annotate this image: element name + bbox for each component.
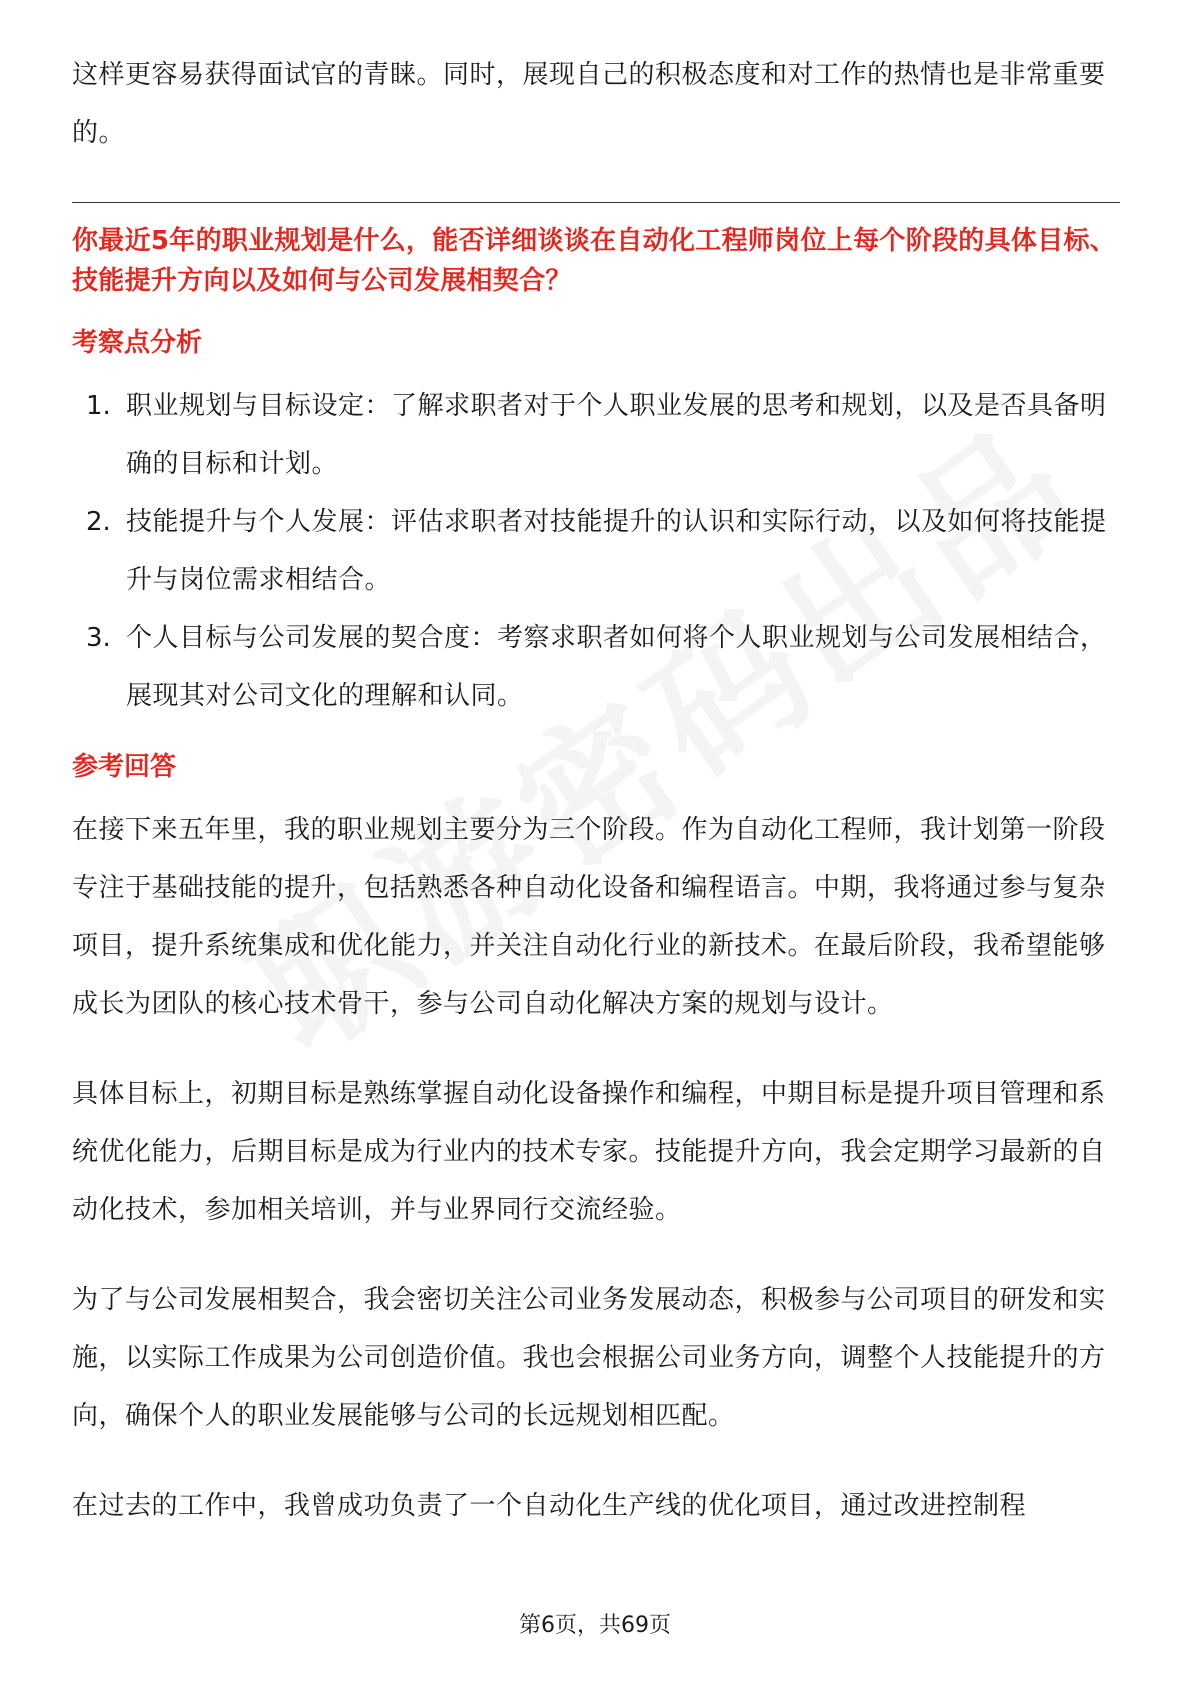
list-item-text: 技能提升与个人发展：评估求职者对技能提升的认识和实际行动，以及如何将技能提升与岗位需求相结合。 <box>126 507 1107 595</box>
section-divider <box>72 202 1120 203</box>
page-footer: 第6页，共69页 <box>519 1613 671 1638</box>
answer-paragraph: 为了与公司发展相契合，我会密切关注公司业务发展动态，积极参与公司项目的研发和实施，以实际工作成果为公司创造价值。我也会根据公司业务方向，调整个人技能提升的方向，确保个人的职业发展能够与公司的长远规划相匹配。 <box>72 1285 1106 1431</box>
answer-heading: 参考回答 <box>72 752 177 782</box>
answer-paragraph: 在接下来五年里，我的职业规划主要分为三个阶段。作为自动化工程师，我计划第一阶段专注于基础技能的提升，包括熟悉各种自动化设备和编程语言。中期，我将通过参与复杂项目，提升系统集成和优化能力，并关注自动化行业的新技术。在最后阶段，我希望能够成长为团队的核心技术骨干，参与公司自动化解决方案的规划与设计。 <box>72 815 1106 1019</box>
answer-paragraph: 在过去的工作中，我曾成功负责了一个自动化生产线的优化项目，通过改进控制程 <box>72 1491 1027 1521</box>
question-title: 你最近5年的职业规划是什么，能否详细谈谈在自动化工程师岗位上每个阶段的具体目标、技能提升方向以及如何与公司发展相契合？ <box>72 226 1117 296</box>
analysis-points-list <box>72 377 1120 725</box>
analysis-heading: 考察点分析 <box>72 328 203 358</box>
page-content <box>72 46 1120 1535</box>
list-item-number: 3. <box>86 623 111 653</box>
intro-paragraph: 这样更容易获得面试官的青睐。同时，展现自己的积极态度和对工作的热情也是非常重要的。 <box>72 60 1106 148</box>
list-item-number: 2. <box>86 507 111 537</box>
list-item-text: 个人目标与公司发展的契合度：考察求职者如何将个人职业规划与公司发展相结合，展现其对公司文化的理解和认同。 <box>126 623 1107 711</box>
list-item <box>72 609 1120 725</box>
list-item-text: 职业规划与目标设定：了解求职者对于个人职业发展的思考和规划，以及是否具备明确的目标和计划。 <box>126 391 1107 479</box>
list-item <box>72 493 1120 609</box>
answer-paragraph: 具体目标上，初期目标是熟练掌握自动化设备操作和编程，中期目标是提升项目管理和系统优化能力，后期目标是成为行业内的技术专家。技能提升方向，我会定期学习最新的自动化技术，参加相关培训，并与业界同行交流经验。 <box>72 1079 1106 1225</box>
list-item <box>72 377 1120 493</box>
list-item-number: 1. <box>86 391 111 421</box>
